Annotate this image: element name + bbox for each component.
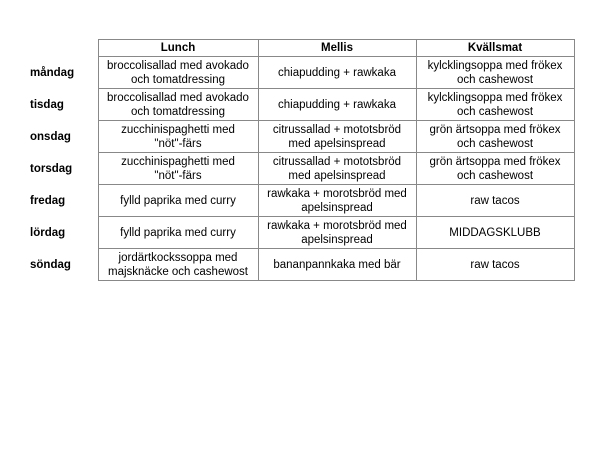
cell-kvall xyxy=(416,217,574,249)
cell-lunch xyxy=(98,153,258,185)
cell-line: broccolisallad med avokado xyxy=(107,91,249,104)
cell-line: apelsinspread xyxy=(301,201,373,214)
header-row xyxy=(28,40,574,57)
table-row xyxy=(28,121,574,153)
cell-line: "nöt"-färs xyxy=(154,137,202,150)
cell-kvall xyxy=(416,57,574,89)
table-row xyxy=(28,249,574,281)
cell-line: grön ärtsoppa med frökex xyxy=(429,123,561,136)
table-row xyxy=(28,185,574,217)
cell-line: kylcklingsoppa med frökex xyxy=(427,59,563,72)
day-label: onsdag xyxy=(28,121,98,153)
header-mellis: Mellis xyxy=(258,40,416,57)
day-label: tisdag xyxy=(28,89,98,121)
day-label: söndag xyxy=(28,249,98,281)
cell-kvall xyxy=(416,153,574,185)
cell-lunch xyxy=(98,89,258,121)
cell-lunch xyxy=(98,121,258,153)
cell-line: chiapudding + rawkaka xyxy=(278,66,396,79)
cell-line: och cashewost xyxy=(456,73,534,86)
cell-line: med apelsinspread xyxy=(288,137,386,150)
cell-line: grön ärtsoppa med frökex xyxy=(429,155,561,168)
cell-line: zucchinispaghetti med xyxy=(121,155,235,168)
cell-kvall xyxy=(416,121,574,153)
cell-line: citrussallad + mototsbröd xyxy=(272,155,402,168)
cell-lunch xyxy=(98,57,258,89)
table-row xyxy=(28,153,574,185)
cell-line: och cashewost xyxy=(456,137,534,150)
day-label: lördag xyxy=(28,217,98,249)
day-label: torsdag xyxy=(28,153,98,185)
cell-line: chiapudding + rawkaka xyxy=(278,98,396,111)
cell-mellis xyxy=(258,217,416,249)
cell-line: raw tacos xyxy=(470,194,520,207)
cell-line: broccolisallad med avokado xyxy=(107,59,249,72)
cell-line: raw tacos xyxy=(470,258,520,271)
cell-line: fylld paprika med curry xyxy=(120,194,236,207)
cell-line: kylcklingsoppa med frökex xyxy=(427,91,563,104)
cell-line: jordärtkockssoppa med xyxy=(118,251,238,264)
table-row xyxy=(28,57,574,89)
cell-lunch xyxy=(98,185,258,217)
cell-mellis xyxy=(258,57,416,89)
cell-line: med apelsinspread xyxy=(288,169,386,182)
cell-lunch xyxy=(98,249,258,281)
header-corner xyxy=(28,40,98,57)
cell-kvall xyxy=(416,89,574,121)
table-row xyxy=(28,89,574,121)
cell-kvall xyxy=(416,185,574,217)
cell-line: bananpannkaka med bär xyxy=(273,258,401,271)
day-label: måndag xyxy=(28,57,98,89)
cell-lunch xyxy=(98,217,258,249)
cell-line: MIDDAGSKLUBB xyxy=(449,226,541,239)
cell-line: apelsinspread xyxy=(301,233,373,246)
header-kvallsmat: Kvällsmat xyxy=(416,40,574,57)
header-lunch: Lunch xyxy=(98,40,258,57)
cell-line: rawkaka + morotsbröd med xyxy=(267,219,407,232)
cell-mellis xyxy=(258,153,416,185)
cell-mellis xyxy=(258,121,416,153)
table-header xyxy=(28,40,574,57)
cell-kvall xyxy=(416,249,574,281)
table-row xyxy=(28,217,574,249)
cell-line: och tomatdressing xyxy=(131,105,225,118)
cell-line: zucchinispaghetti med xyxy=(121,123,235,136)
cell-mellis xyxy=(258,185,416,217)
cell-line: majsknäcke och cashewost xyxy=(108,265,248,278)
meal-plan-table xyxy=(28,39,575,281)
cell-line: "nöt"-färs xyxy=(154,169,202,182)
cell-line: rawkaka + morotsbröd med xyxy=(267,187,407,200)
cell-line: och cashewost xyxy=(456,169,534,182)
cell-line: och cashewost xyxy=(456,105,534,118)
cell-line: citrussallad + mototsbröd xyxy=(272,123,402,136)
cell-line: och tomatdressing xyxy=(131,73,225,86)
cell-mellis xyxy=(258,249,416,281)
day-label: fredag xyxy=(28,185,98,217)
table-body xyxy=(28,57,574,281)
cell-mellis xyxy=(258,89,416,121)
cell-line: fylld paprika med curry xyxy=(120,226,236,239)
